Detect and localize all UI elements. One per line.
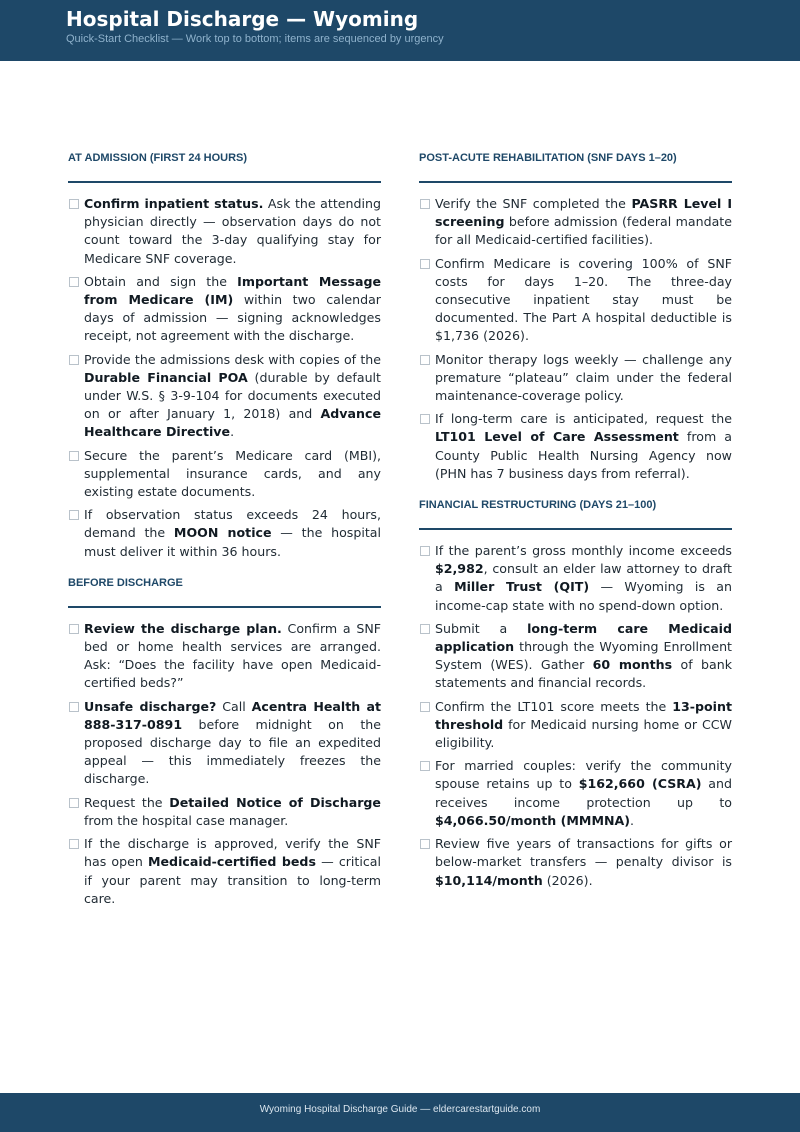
section-heading: FINANCIAL RESTRUCTURING (DAYS 21–100) [419, 499, 732, 530]
right-column [419, 152, 732, 906]
item-emphasis: LT101 Level of Care Assessment [435, 429, 679, 445]
checklist [68, 195, 381, 561]
item-text: , consult an elder law attorney to draft a [435, 561, 732, 595]
checkbox-icon[interactable] [420, 702, 430, 712]
item-emphasis: Acentra Health at 888-317-0891 [84, 698, 382, 732]
item-text: from a County Public Health Nursing Agency now (PHN has 7 business days from referral). [435, 429, 732, 481]
item-text: Request the [84, 794, 170, 810]
checklist-item [68, 273, 381, 346]
section-heading: AT ADMISSION (FIRST 24 HOURS) [68, 152, 381, 183]
checkbox-icon[interactable] [69, 199, 79, 209]
item-text: — critical if your parent may transition to long-term care. [84, 854, 382, 906]
page-header [0, 0, 800, 61]
item-text: through the Wyoming Enrollment System (WES). Gather [435, 639, 732, 673]
checklist-item [68, 835, 381, 908]
item-emphasis: PASRR Level I screening [435, 196, 733, 230]
item-text: Confirm the LT101 score meets the [435, 698, 673, 714]
checkbox-icon[interactable] [69, 451, 79, 461]
item-text: Confirm Medicare is covering 100% of SNF costs for days 1–20. The three-day consecutive inpatient stay must be documented. The Part A hospital deductible is $1,736 (2026). [435, 255, 732, 344]
checkbox-icon[interactable] [420, 199, 430, 209]
checkbox-icon[interactable] [69, 277, 79, 287]
item-text: If observation status exceeds 24 hours, demand the [84, 507, 381, 541]
checklist-item [419, 410, 732, 483]
item-text: For married couples: verify the community spouse retains up to [435, 758, 732, 792]
item-text: Submit a [435, 620, 528, 636]
checkbox-icon[interactable] [69, 355, 79, 365]
checklist [419, 542, 732, 890]
checklist-section [419, 499, 732, 890]
item-emphasis: 60 months [592, 657, 673, 673]
checklist-item [68, 195, 381, 268]
checklist-item [419, 620, 732, 693]
checklist-item [68, 698, 381, 789]
item-text: (2026). [542, 872, 593, 888]
item-text: Secure the parent’s Medicare card (MBI), supplemental insurance cards, and any existing estate documents. [84, 447, 381, 500]
checkbox-icon[interactable] [69, 839, 79, 849]
checklist-section [419, 152, 732, 483]
item-emphasis: Review the discharge plan. [84, 620, 282, 636]
checkbox-icon[interactable] [420, 355, 430, 365]
checklist-item [419, 255, 732, 346]
checklist-item [419, 757, 732, 830]
checklist-item [419, 698, 732, 753]
item-emphasis: Miller Trust (QIT) [454, 579, 590, 595]
item-text: — Wyoming is an income-cap state with no spend-down option. [435, 579, 732, 613]
item-text: within two calendar days of admission — signing acknowledges receipt, not agreement with the discharge. [84, 292, 381, 344]
checklist-item [68, 351, 381, 442]
item-emphasis: Detailed Notice of Discharge [169, 794, 381, 810]
item-text: Confirm a SNF bed or home health services are arranged. Ask: “Does the facility have open Medicaid-certified beds?” [84, 620, 381, 691]
item-text: Obtain and sign the [84, 273, 238, 289]
checklist-item [68, 620, 381, 693]
checkbox-icon[interactable] [69, 798, 79, 808]
item-text: (durable by default under W.S. § 3-9-104 for documents executed on or after January 1, 2018) and [84, 369, 381, 422]
item-text: and receives income protection up to [435, 776, 733, 810]
footer-text: Wyoming Hospital Discharge Guide — eldercarestartguide.com [259, 1104, 541, 1115]
item-text: Call [216, 698, 252, 714]
checkbox-icon[interactable] [420, 839, 430, 849]
checklist-item [68, 506, 381, 561]
item-text: before admission (federal mandate for all Medicaid-certified facilities). [435, 214, 732, 248]
item-text: Monitor therapy logs weekly — challenge any premature “plateau” claim under the federal maintenance-coverage policy. [435, 351, 732, 404]
item-emphasis: Advance Healthcare Directive [84, 406, 381, 440]
checklist-section [68, 577, 381, 908]
checkbox-icon[interactable] [420, 624, 430, 634]
item-emphasis: $162,660 (CSRA) [578, 776, 702, 792]
section-heading: BEFORE DISCHARGE [68, 577, 381, 608]
item-emphasis: 13-point threshold [435, 698, 732, 732]
item-text: from the hospital case manager. [84, 812, 289, 828]
item-text: If long-term care is anticipated, request the [435, 411, 732, 427]
item-text: . [630, 812, 635, 828]
item-text: Review five years of transactions for gifts or below-market transfers — penalty divisor is [435, 836, 732, 870]
checklist-item [68, 794, 381, 830]
checklist-item [419, 195, 732, 250]
item-emphasis: Durable Financial POA [84, 369, 248, 385]
page-footer [0, 1093, 800, 1132]
checkbox-icon[interactable] [420, 546, 430, 556]
checkbox-icon[interactable] [69, 624, 79, 634]
checkbox-icon[interactable] [69, 510, 79, 520]
section-heading: POST-ACUTE REHABILITATION (SNF DAYS 1–20) [419, 152, 732, 183]
item-text: before midnight on the proposed discharge day to file an expedited appeal — this immediately freezes the discharge. [84, 716, 381, 787]
item-emphasis: Important Message from Medicare (IM) [84, 273, 382, 308]
item-text: . [230, 424, 235, 440]
item-emphasis: Medicaid-certified beds [147, 854, 316, 870]
left-column [68, 152, 381, 924]
checklist [68, 620, 381, 908]
item-text: — the hospital must deliver it within 36 hours. [84, 525, 381, 559]
item-emphasis: $2,982 [435, 561, 484, 577]
item-text: Verify the SNF completed the [435, 196, 632, 211]
checklist-item [419, 835, 732, 890]
page-subtitle: Quick-Start Checklist — Work top to bottom; items are sequenced by urgency [66, 33, 444, 45]
checkbox-icon[interactable] [420, 414, 430, 424]
item-emphasis: $10,114/month [435, 872, 543, 888]
item-emphasis: long-term care Medicaid application [435, 620, 732, 655]
checklist-item [419, 351, 732, 406]
page-title: Hospital Discharge — Wyoming [66, 7, 419, 31]
checkbox-icon[interactable] [420, 259, 430, 269]
item-text: Provide the admissions desk with copies of the [84, 351, 381, 367]
item-emphasis: $4,066.50/month (MMMNA) [435, 812, 631, 828]
item-text: for Medicaid nursing home or CCW eligibility. [435, 716, 732, 751]
checkbox-icon[interactable] [69, 702, 79, 712]
item-text: of bank statements and financial records. [435, 657, 732, 691]
checklist [419, 195, 732, 483]
item-emphasis: Unsafe discharge? [84, 698, 217, 714]
checklist-item [68, 447, 381, 502]
checkbox-icon[interactable] [420, 761, 430, 771]
item-text: Ask the attending physician directly — observation days do not count toward the 3-day qualifying stay for Medicare SNF coverage. [84, 196, 381, 266]
item-text: If the parent’s gross monthly income exceeds [435, 543, 732, 559]
item-text: If the discharge is approved, verify the SNF has open [84, 836, 381, 870]
checklist-section [68, 152, 381, 561]
item-emphasis: MOON notice [173, 525, 272, 541]
item-emphasis: Confirm inpatient status. [84, 196, 264, 211]
checklist-item [419, 542, 732, 615]
